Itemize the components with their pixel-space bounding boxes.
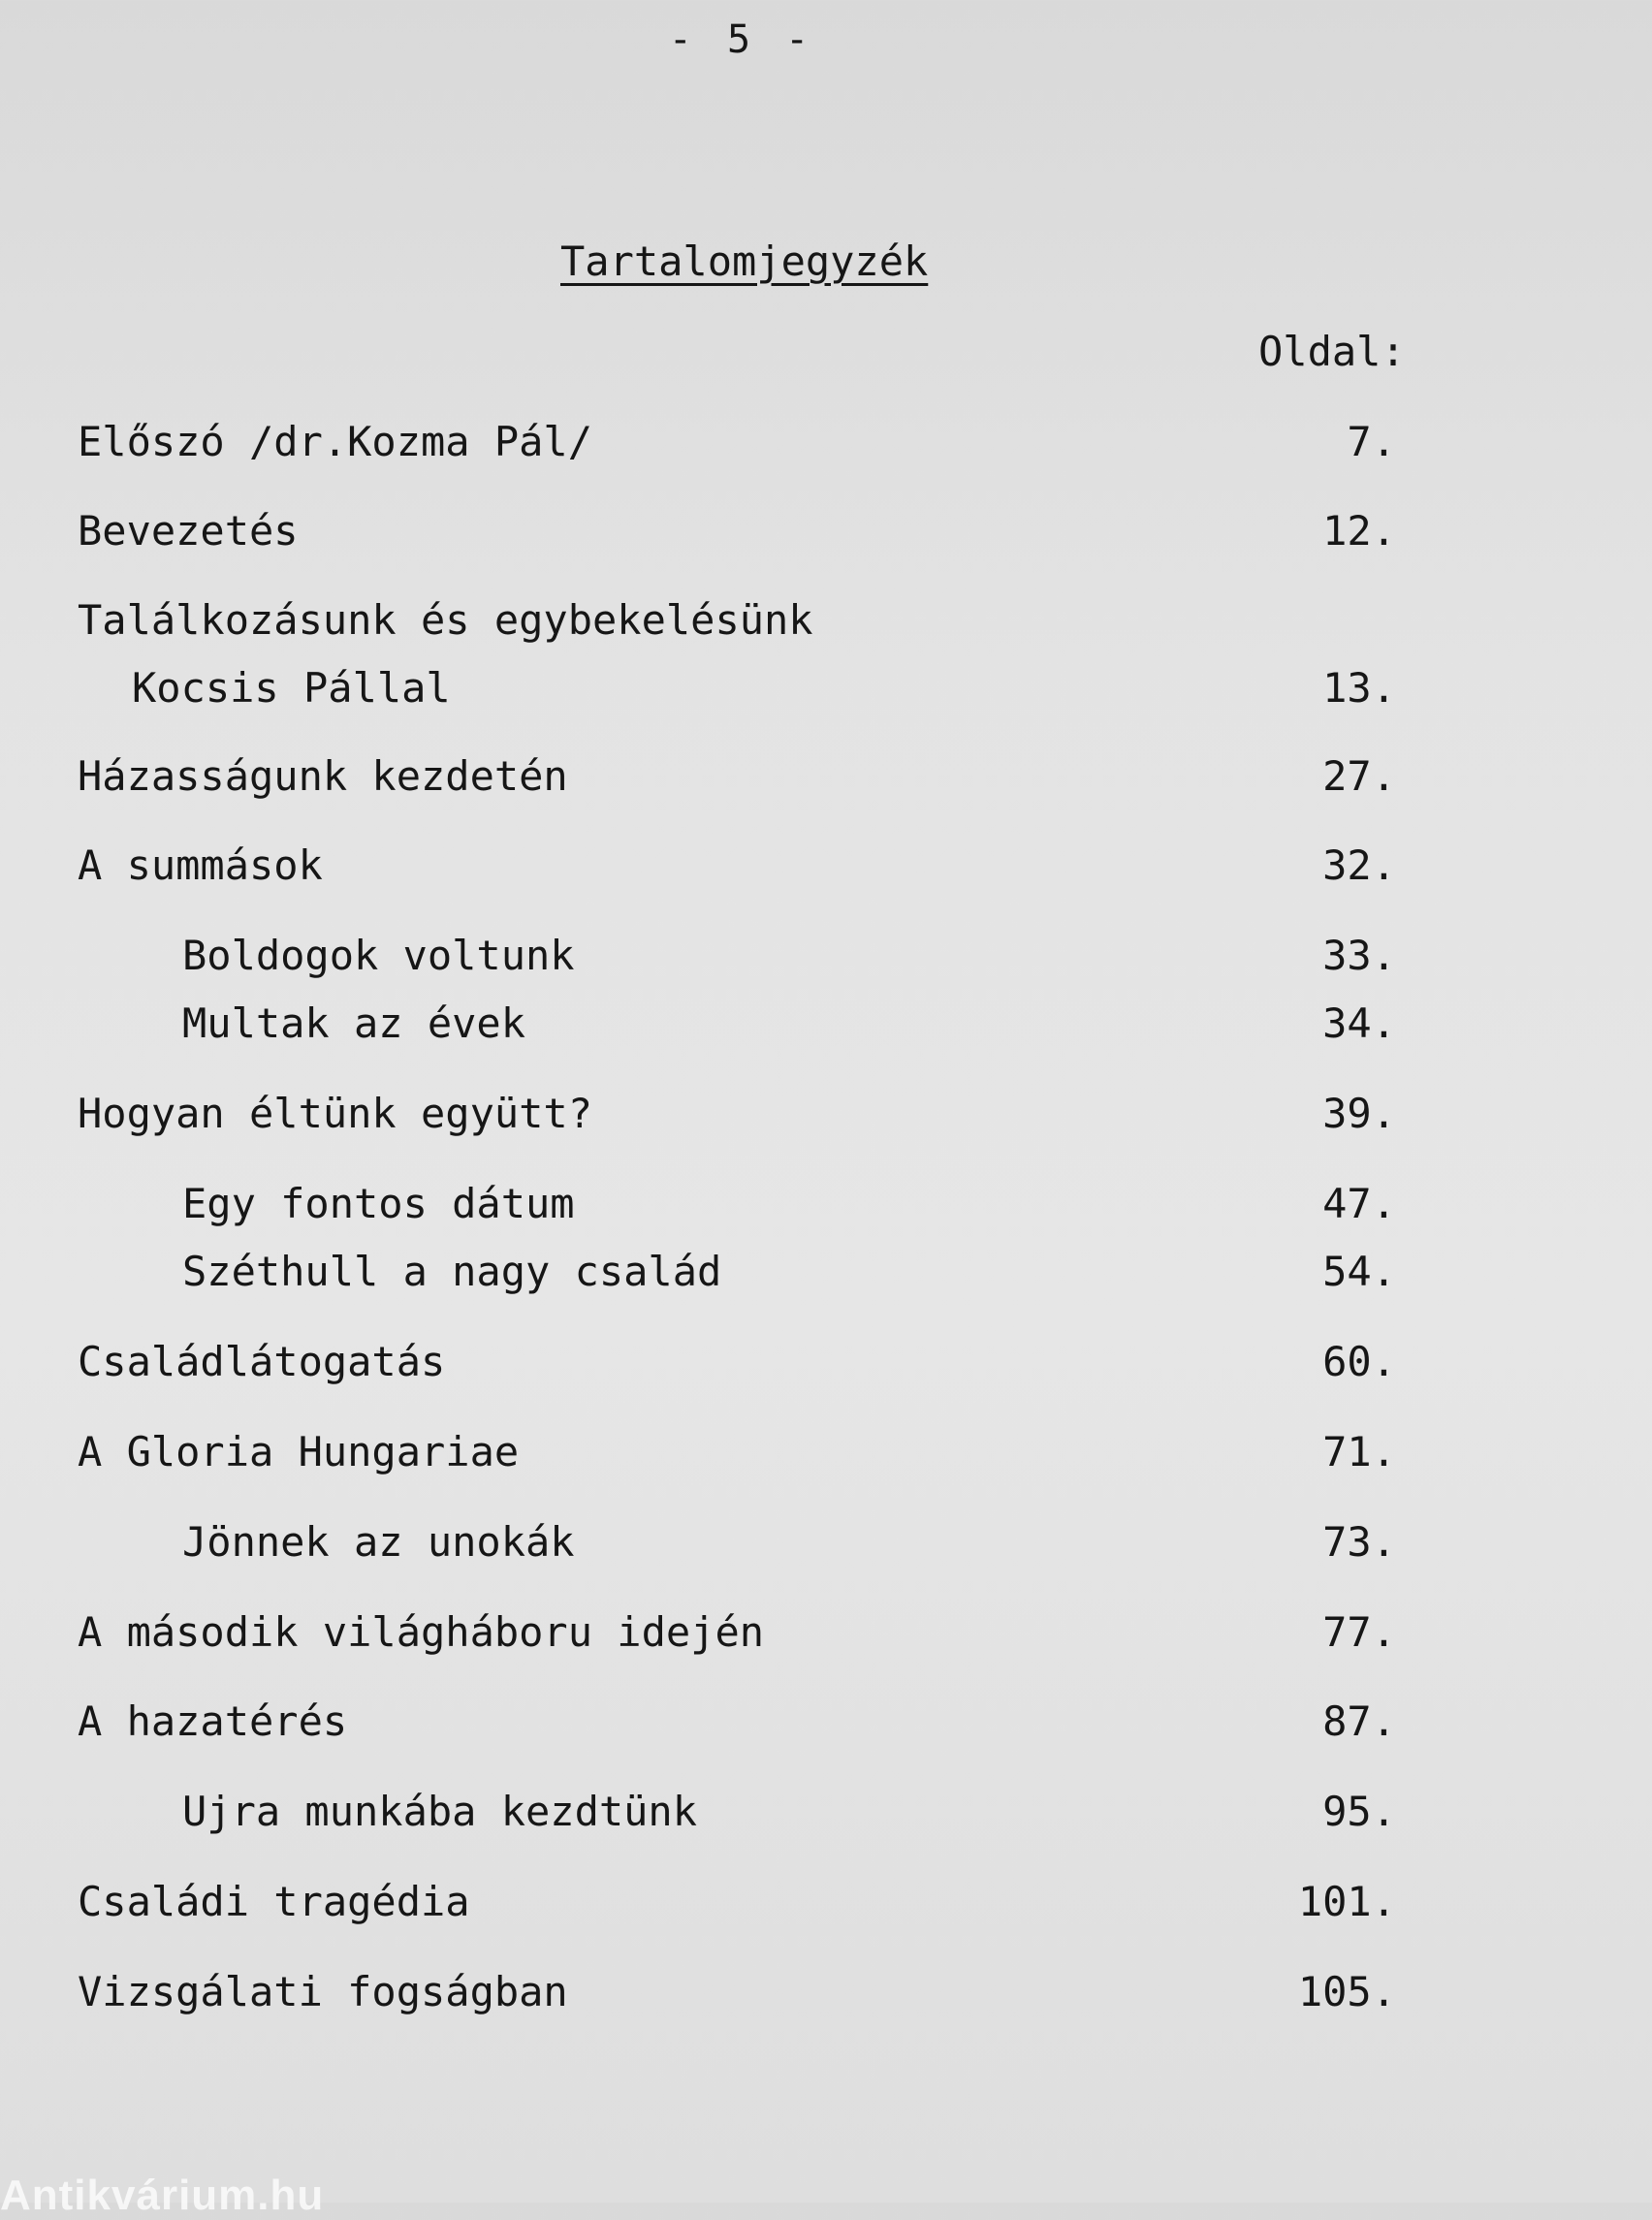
toc-entry-title: Jönnek az unokák [182, 1518, 575, 1566]
toc-entry [78, 1607, 1396, 1658]
toc-entry-page: 47. [1322, 1180, 1396, 1227]
toc-entry [78, 840, 1396, 891]
toc-entry [78, 1967, 1396, 2017]
toc-entry [78, 1089, 1396, 1139]
toc-entry-page: 71. [1322, 1428, 1396, 1475]
toc-entry-page: 27. [1322, 752, 1396, 800]
toc-entry-title: A hazatérés [78, 1697, 348, 1745]
toc-entry-page: 87. [1322, 1697, 1396, 1745]
toc-entry [78, 595, 1396, 712]
toc-entry [78, 1517, 1396, 1568]
toc-entry-title: Találkozásunk és egybekelésünk [78, 596, 813, 644]
toc-entry-title: Boldogok voltunk [182, 932, 575, 979]
toc-entry-title: A második világháboru idején [78, 1608, 765, 1656]
toc-entry [78, 751, 1396, 802]
toc-entry-page: 60. [1322, 1338, 1396, 1385]
toc-entry-title: Bevezetés [78, 507, 299, 555]
watermark: Antikvárium.hu [0, 2172, 325, 2219]
toc-entry-title: Széthull a nagy család [182, 1248, 722, 1295]
toc-entry [78, 417, 1396, 467]
toc-entry [78, 1179, 1396, 1229]
page-number: - 5 - [668, 17, 815, 62]
toc-entry-title: Egy fontos dátum [182, 1180, 575, 1227]
toc-entry [78, 1787, 1396, 1837]
toc-entry-title-continuation: Kocsis Pállal [132, 664, 451, 712]
toc-entry-page: 73. [1322, 1518, 1396, 1566]
toc-entry-page: 13. [1322, 664, 1396, 712]
toc-entry [78, 1427, 1396, 1477]
toc-entry-page: 95. [1322, 1788, 1396, 1835]
toc-entry-title: Házasságunk kezdetén [78, 752, 568, 800]
toc-entry [78, 1697, 1396, 1747]
toc-entry-title: Hogyan éltünk együtt? [78, 1090, 593, 1137]
toc-entry-page: 7. [1347, 418, 1396, 465]
toc-entry-title: Családlátogatás [78, 1338, 446, 1385]
toc-entry-page: 105. [1297, 1968, 1396, 2015]
toc-entry-page: 101. [1297, 1878, 1396, 1925]
toc-entry-page: 77. [1322, 1608, 1396, 1656]
toc-entry-page: 12. [1322, 507, 1396, 555]
toc-entry [78, 999, 1396, 1049]
toc-entry [78, 1877, 1396, 1927]
toc-entry [78, 931, 1396, 981]
toc-entry-title: Előszó /dr.Kozma Pál/ [78, 418, 593, 465]
toc-entry-page: 39. [1322, 1090, 1396, 1137]
toc-entry-title: Multak az évek [182, 999, 526, 1047]
toc-entry-title: Vizsgálati fogságban [78, 1968, 568, 2015]
document-title: Tartalomjegyzék [560, 238, 929, 285]
toc-entry-page: 54. [1322, 1248, 1396, 1295]
toc-entry-title: A summások [78, 841, 323, 889]
toc-entry-page: 33. [1322, 932, 1396, 979]
toc-entry-title: Családi tragédia [78, 1878, 470, 1925]
toc-entry [78, 1247, 1396, 1297]
toc-entry [78, 506, 1396, 556]
toc-entry-page: 34. [1322, 999, 1396, 1047]
toc-entry-page: 32. [1322, 841, 1396, 889]
toc-entry [78, 1337, 1396, 1387]
page-column-header: Oldal: [1258, 328, 1406, 375]
toc-entry-title: Ujra munkába kezdtünk [182, 1788, 698, 1835]
toc-entry-title: A Gloria Hungariae [78, 1428, 520, 1475]
